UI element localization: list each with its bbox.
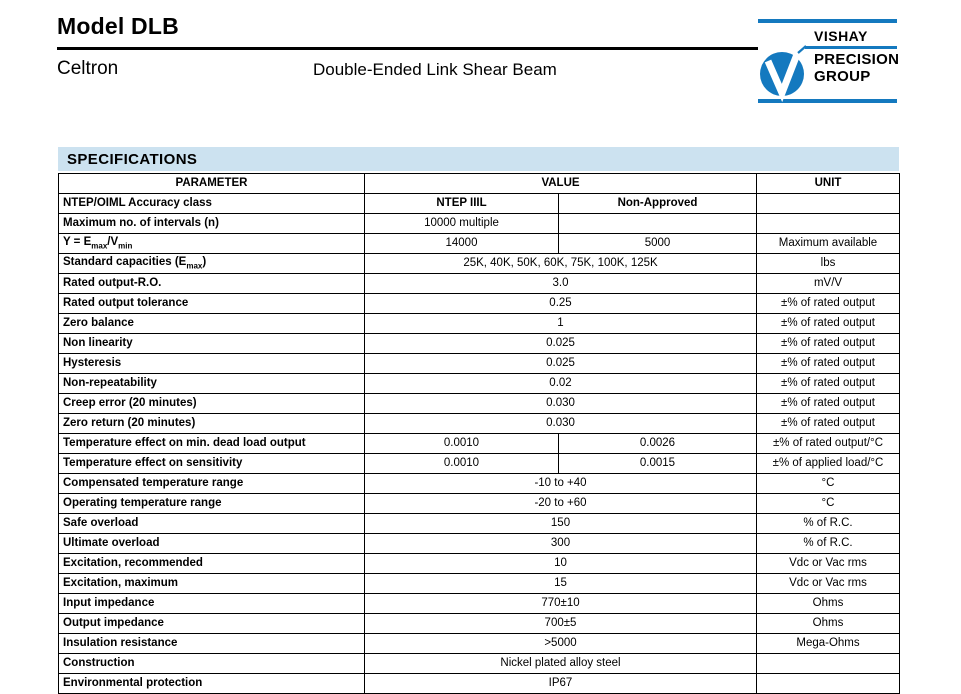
spec-row — [59, 454, 900, 474]
param-cell: Standard capacities $(E_{max})$ — [59, 254, 365, 274]
param-cell: Input impedance — [59, 594, 365, 614]
spec-row — [59, 534, 900, 554]
value-cell: >5000 — [365, 634, 757, 654]
spec-row — [59, 474, 900, 494]
value-cell — [559, 214, 757, 234]
param-cell: Ultimate overload — [59, 534, 365, 554]
param-cell: Insulation resistance — [59, 634, 365, 654]
spec-row — [59, 414, 900, 434]
value-cell: 0.0010 — [365, 434, 559, 454]
unit-cell: ±% of rated output — [757, 294, 900, 314]
param-cell: Excitation, recommended — [59, 554, 365, 574]
value-cell: Non-Approved — [559, 194, 757, 214]
value-cell: 5000 — [559, 234, 757, 254]
param-cell: Output impedance — [59, 614, 365, 634]
spec-row — [59, 674, 900, 694]
value-cell: 10 — [365, 554, 757, 574]
value-cell: 0.030 — [365, 394, 757, 414]
value-cell: 0.0026 — [559, 434, 757, 454]
spec-row — [59, 334, 900, 354]
unit-cell — [757, 674, 900, 694]
param-cell: Maximum no. of intervals (n) — [59, 214, 365, 234]
value-cell: 0.030 — [365, 414, 757, 434]
unit-cell — [757, 194, 900, 214]
param-cell: Rated output-R.O. — [59, 274, 365, 294]
unit-cell: ±% of rated output — [757, 394, 900, 414]
spec-row — [59, 254, 900, 274]
param-cell: Compensated temperature range — [59, 474, 365, 494]
unit-cell: Mega-Ohms — [757, 634, 900, 654]
page-title: Model DLB — [57, 13, 179, 39]
unit-cell: Maximum available — [757, 234, 900, 254]
param-cell: Temperature effect on min. dead load output — [59, 434, 365, 454]
unit-cell: ±% of rated output — [757, 414, 900, 434]
spec-row — [59, 354, 900, 374]
logo-text-precision: PRECISION — [814, 51, 900, 68]
value-cell: 1 — [365, 314, 757, 334]
param-cell: Rated output tolerance — [59, 294, 365, 314]
unit-cell: ±% of rated output/°C — [757, 434, 900, 454]
spec-row — [59, 654, 900, 674]
product-subtitle: Double-Ended Link Shear Beam — [313, 60, 557, 79]
param-cell: Non-repeatability — [59, 374, 365, 394]
param-cell: Creep error (20 minutes) — [59, 394, 365, 414]
value-cell: 0.02 — [365, 374, 757, 394]
value-cell: 770±10 — [365, 594, 757, 614]
param-cell: Safe overload — [59, 514, 365, 534]
param-cell: Zero return (20 minutes) — [59, 414, 365, 434]
section-title: SPECIFICATIONS — [67, 150, 198, 168]
param-cell: Non linearity — [59, 334, 365, 354]
logo-underline — [805, 46, 897, 49]
value-cell: IP67 — [365, 674, 757, 694]
unit-cell — [757, 654, 900, 674]
spec-row — [59, 214, 900, 234]
value-cell: 15 — [365, 574, 757, 594]
param-cell: Temperature effect on sensitivity — [59, 454, 365, 474]
value-cell: 150 — [365, 514, 757, 534]
value-cell: -10 to +40 — [365, 474, 757, 494]
value-cell: 0.0015 — [559, 454, 757, 474]
spec-row — [59, 574, 900, 594]
value-cell: 700±5 — [365, 614, 757, 634]
header-divider — [57, 47, 758, 50]
specifications-table — [58, 173, 900, 694]
brand-name: Celtron — [57, 58, 119, 79]
spec-row — [59, 294, 900, 314]
unit-cell: ±% of rated output — [757, 374, 900, 394]
value-cell: 25K, 40K, 50K, 60K, 75K, 100K, 125K — [365, 254, 757, 274]
param-cell: Zero balance — [59, 314, 365, 334]
value-cell: 0.25 — [365, 294, 757, 314]
value-cell: 10000 multiple — [365, 214, 559, 234]
unit-cell: Ohms — [757, 614, 900, 634]
unit-cell: lbs — [757, 254, 900, 274]
unit-cell: Vdc or Vac rms — [757, 574, 900, 594]
table-header-row — [59, 174, 900, 194]
spec-row — [59, 494, 900, 514]
spec-row — [59, 594, 900, 614]
value-cell: 0.0010 — [365, 454, 559, 474]
spec-row — [59, 194, 900, 214]
param-cell: Operating temperature range — [59, 494, 365, 514]
param-cell: $Y = E_{max}/V_{min}$ — [59, 234, 365, 254]
col-header-unit: UNIT — [757, 174, 900, 194]
specifications-section-bar — [58, 147, 899, 171]
unit-cell: ±% of rated output — [757, 334, 900, 354]
param-cell: Hysteresis — [59, 354, 365, 374]
spec-row — [59, 634, 900, 654]
logo-text-vishay: VISHAY — [814, 28, 868, 44]
unit-cell: Ohms — [757, 594, 900, 614]
value-cell: 0.025 — [365, 354, 757, 374]
value-cell: NTEP IIIL — [365, 194, 559, 214]
spec-row — [59, 554, 900, 574]
spec-row — [59, 394, 900, 414]
vishay-v-mark-icon — [755, 34, 815, 100]
col-header-value: VALUE — [365, 174, 757, 194]
logo-top-rule — [758, 19, 897, 23]
unit-cell: ±% of rated output — [757, 354, 900, 374]
value-cell: -20 to +60 — [365, 494, 757, 514]
unit-cell — [757, 214, 900, 234]
spec-row — [59, 234, 900, 254]
unit-cell: °C — [757, 474, 900, 494]
unit-cell: ±% of rated output — [757, 314, 900, 334]
spec-row — [59, 274, 900, 294]
param-cell: Environmental protection — [59, 674, 365, 694]
spec-row — [59, 434, 900, 454]
unit-cell: % of R.C. — [757, 514, 900, 534]
param-cell: Excitation, maximum — [59, 574, 365, 594]
value-cell: 3.0 — [365, 274, 757, 294]
value-cell: 300 — [365, 534, 757, 554]
value-cell: 0.025 — [365, 334, 757, 354]
value-cell: 14000 — [365, 234, 559, 254]
spec-row — [59, 514, 900, 534]
unit-cell: % of R.C. — [757, 534, 900, 554]
spec-row — [59, 614, 900, 634]
logo-text-group: GROUP — [814, 68, 871, 85]
unit-cell: °C — [757, 494, 900, 514]
col-header-parameter: PARAMETER — [59, 174, 365, 194]
spec-row — [59, 374, 900, 394]
param-cell: Construction — [59, 654, 365, 674]
param-cell: NTEP/OIML Accuracy class — [59, 194, 365, 214]
unit-cell: ±% of applied load/°C — [757, 454, 900, 474]
value-cell: Nickel plated alloy steel — [365, 654, 757, 674]
unit-cell: Vdc or Vac rms — [757, 554, 900, 574]
unit-cell: mV/V — [757, 274, 900, 294]
vishay-precision-group-logo — [753, 16, 903, 108]
spec-row — [59, 314, 900, 334]
